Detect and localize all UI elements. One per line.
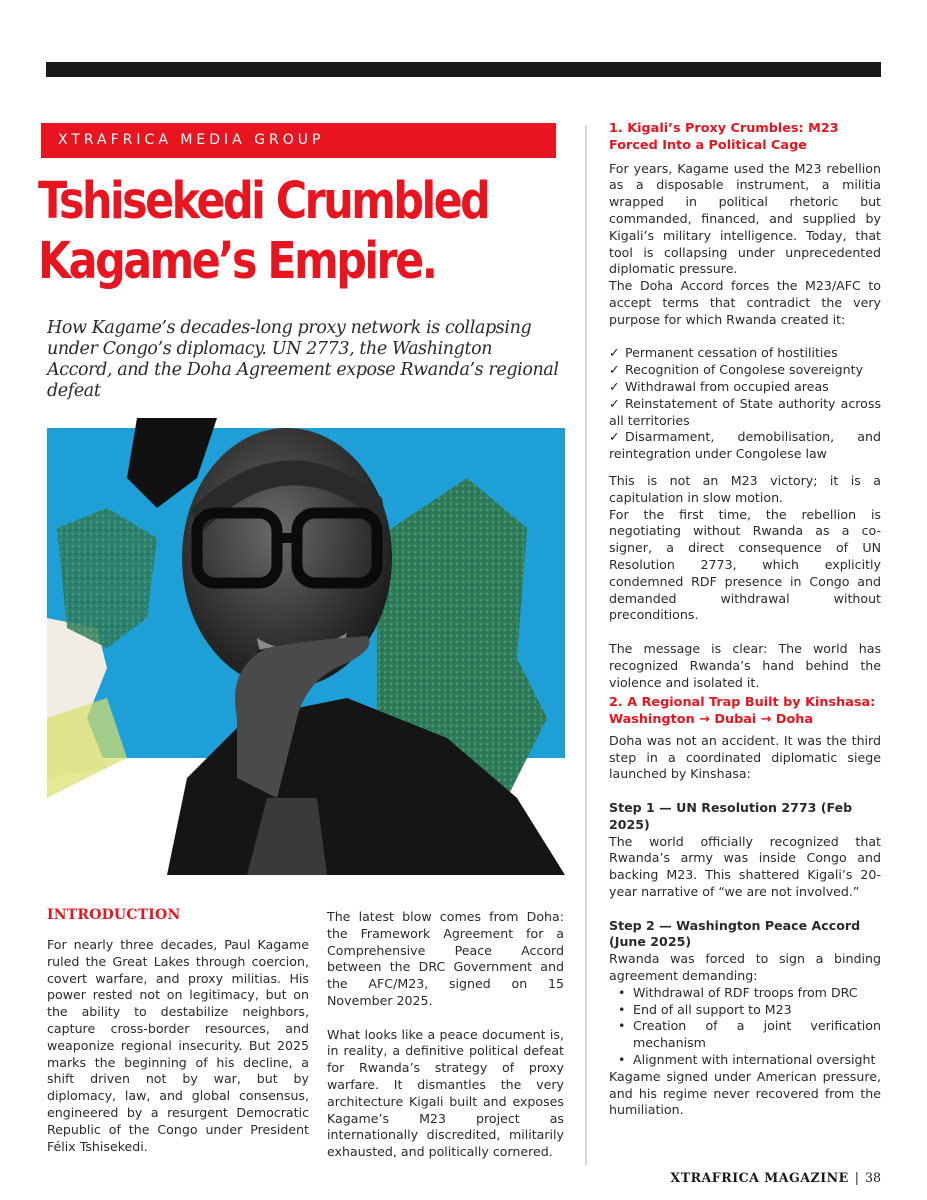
headline-line-2: Kagame’s Empire. <box>38 232 436 291</box>
cover-photo-portrait <box>47 418 565 875</box>
bullet-item: • Withdrawal of RDF troops from DRC <box>609 985 881 1002</box>
section-1-paragraph-4: For the first time, the rebellion is negotiating without Rwanda as a co-signer, a direct consequence of UN Resolution 2773, which explicitly condemned RDF presence in Congo and demanded withdrawal without preconditions. <box>609 506 881 623</box>
introduction-body <box>47 937 309 1155</box>
footer-separator: | <box>854 1170 859 1185</box>
bullet-item: • Creation of a joint verification mechanism <box>609 1018 881 1052</box>
section-2-paragraph-1: Doha was not an accident. It was the third step in a coordinated diplomatic siege launched by Kinshasa: <box>609 732 881 782</box>
brand-banner: XTRAFRICA MEDIA GROUP <box>41 123 556 158</box>
step-2-bullet-list <box>609 985 881 1069</box>
check-item: ✓ Withdrawal from occupied areas <box>609 378 829 394</box>
bullet-item: • Alignment with international oversight <box>609 1052 881 1069</box>
check-item: ✓ Recognition of Congolese sovereignty <box>609 362 864 378</box>
checkmark-icon: ✓ <box>609 429 620 445</box>
section-1-paragraph-5: The message is clear: The world has recognized Rwanda’s hand behind the violence and isolated it. <box>609 640 881 690</box>
headline <box>38 172 489 292</box>
check-item: ✓ Disarmament, demobilisation, and reintegration under Congolese law <box>609 429 881 462</box>
checkmark-icon: ✓ <box>609 345 620 361</box>
middle-paragraph-2: What looks like a peace document is, in reality, a definitive political defeat for Rwanda’s strategy of proxy warfare. It dismantles the very architecture Kigali built and exposes Kagame’s M23 project as internationally discredited, militarily exhausted, and politically cornered. <box>327 1026 564 1160</box>
page-number: 38 <box>864 1170 881 1185</box>
check-item: ✓ Permanent cessation of hostilities <box>609 345 838 361</box>
middle-column <box>327 909 564 1161</box>
introduction-paragraph: For nearly three decades, Paul Kagame ruled the Great Lakes through coercion, covert warfare, and proxy militias. His power rested not on legitimacy, but on the ability to destabilize neighbors, capture cross-border resources, and weaponize regional insecurity. But 2025 marks the beginning of his decline, a shift driven not by war, but by diplomacy, law, and global consensus, engineered by a resurgent Democratic Republic of the Congo under President Félix Tshisekedi. <box>47 937 309 1154</box>
introduction-heading: INTRODUCTION <box>47 907 181 923</box>
section-1-paragraph-2: The Doha Accord forces the M23/AFC to accept terms that contradict the very purpose for which Rwanda created it: <box>609 278 881 327</box>
magazine-name: XTRAFRICA MAGAZINE <box>670 1170 849 1185</box>
step-2-after: Kagame signed under American pressure, and his regime never recovered from the humiliation. <box>609 1068 881 1118</box>
section-1-title: 1. Kigali’s Proxy Crumbles: M23 Forced Into a Political Cage <box>609 121 839 153</box>
section-2-title: 2. A Regional Trap Built by Kinshasa: Washington → Dubai → Doha <box>609 695 876 728</box>
page-footer <box>670 1170 881 1185</box>
check-item: ✓ Reinstatement of State authority across all territories <box>609 395 881 428</box>
step-1-title: Step 1 — UN Resolution 2773 (Feb 2025) <box>609 800 853 832</box>
check-list <box>609 345 881 463</box>
subtitle: How Kagame’s decades-long proxy network is collapsing under Congo’s diplomacy. UN 2773, the Washington Accord, and the Doha Agreement expose Rwanda’s regional defeat <box>47 318 559 401</box>
step-1-body: The world officially recognized that Rwanda’s army was inside Congo and backing M23. This shattered Kigali’s 20-year narrative of “we are not involved.” <box>609 833 881 900</box>
checkmark-icon: ✓ <box>609 378 620 394</box>
portrait-illustration <box>47 418 565 875</box>
section-1-paragraph-3: This is not an M23 victory; it is a capitulation in slow motion. <box>609 472 881 505</box>
bullet-item: • End of all support to M23 <box>609 1002 881 1019</box>
step-2-title: Step 2 — Washington Peace Accord (June 2025) <box>609 917 861 950</box>
right-column <box>609 121 881 1119</box>
checkmark-icon: ✓ <box>609 362 620 378</box>
column-divider <box>585 125 587 1165</box>
middle-paragraph-1: The latest blow comes from Doha: the Framework Agreement for a Comprehensive Peace Accord between the DRC Government and the AFC/M23, signed on 15 November 2025. <box>327 909 564 1008</box>
headline-line-1: Tshisekedi Crumbled <box>38 172 489 231</box>
checkmark-icon: ✓ <box>609 395 620 411</box>
section-1-paragraph-1: For years, Kagame used the M23 rebellion as a disposable instrument, a militia wrapped in political rhetoric but commanded, financed, and supplied by Kigali’s military intelligence. Today, that tool is collapsing under unprecedented diplomatic pressure. <box>609 160 881 277</box>
step-2-body: Rwanda was forced to sign a binding agreement demanding: <box>609 951 881 984</box>
top-rule-bar <box>46 62 881 77</box>
